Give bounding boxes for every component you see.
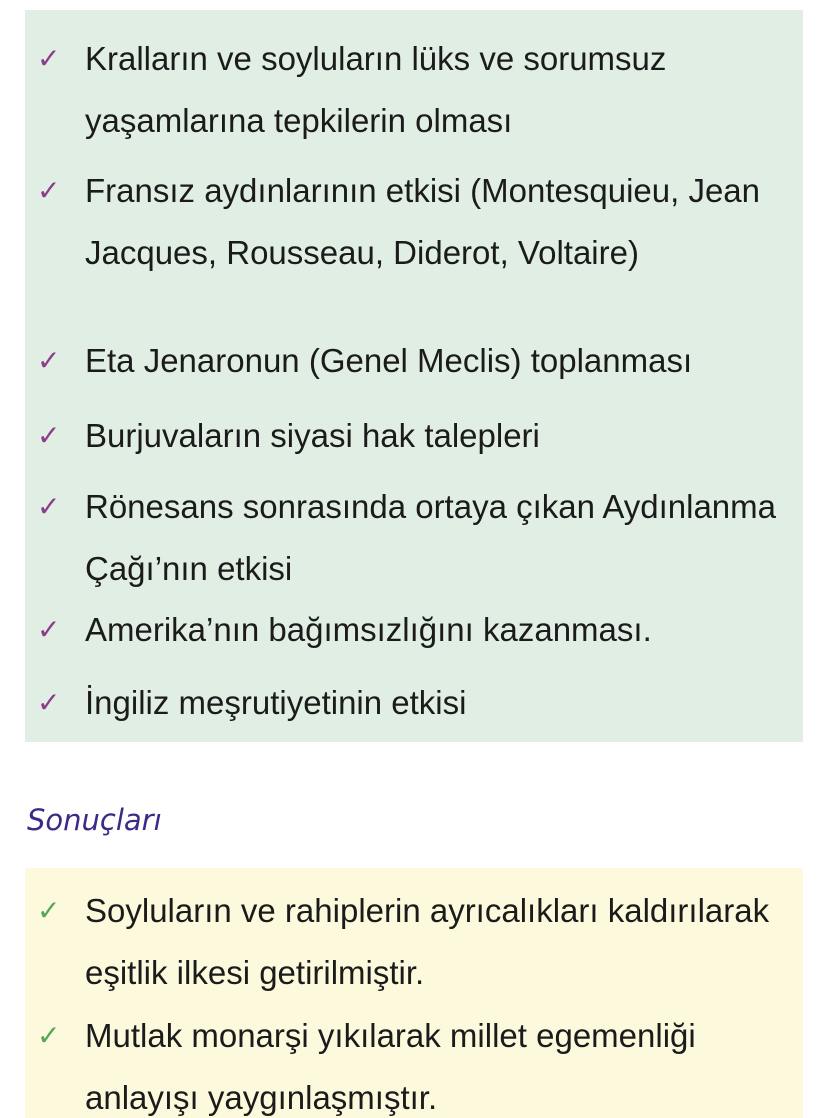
checkmark-icon: ✓ (37, 1019, 61, 1052)
checkmark-icon: ✓ (37, 174, 61, 207)
cause-text: Burjuvaların siyasi hak talepleri (85, 417, 540, 454)
checkmark-icon: ✓ (37, 419, 61, 452)
result-text: Mutlak monarşi yıkılarak millet egemenliği anlayışı yaygınlaşmıştır. (85, 1017, 696, 1116)
results-box (25, 868, 803, 1118)
cause-text: Eta Jenaronun (Genel Meclis) toplanması (85, 342, 693, 379)
checkmark-icon: ✓ (37, 894, 61, 927)
checkmark-icon: ✓ (37, 490, 61, 523)
results-heading: Sonuçları (27, 803, 162, 837)
cause-text: İngiliz meşrutiyetinin etkisi (85, 684, 467, 721)
checkmark-icon: ✓ (37, 344, 61, 377)
cause-text: Rönesans sonrasında ortaya çıkan Aydınlanma Çağı’nın etkisi (85, 488, 776, 587)
cause-text: Amerika’nın bağımsızlığını kazanması. (85, 611, 652, 648)
cause-text: Fransız aydınlarının etkisi (Montesquieu, Jean Jacques, Rousseau, Diderot, Voltaire) (85, 172, 761, 271)
checkmark-icon: ✓ (37, 613, 61, 646)
checkmark-icon: ✓ (37, 686, 61, 719)
result-text: Soyluların ve rahiplerin ayrıcalıkları kaldırılarak eşitlik ilkesi getirilmiştir. (85, 892, 770, 991)
causes-box (25, 10, 803, 742)
checkmark-icon: ✓ (37, 42, 61, 75)
cause-text: Kralların ve soyluların lüks ve sorumsuz yaşamlarına tepkilerin olması (85, 40, 667, 139)
